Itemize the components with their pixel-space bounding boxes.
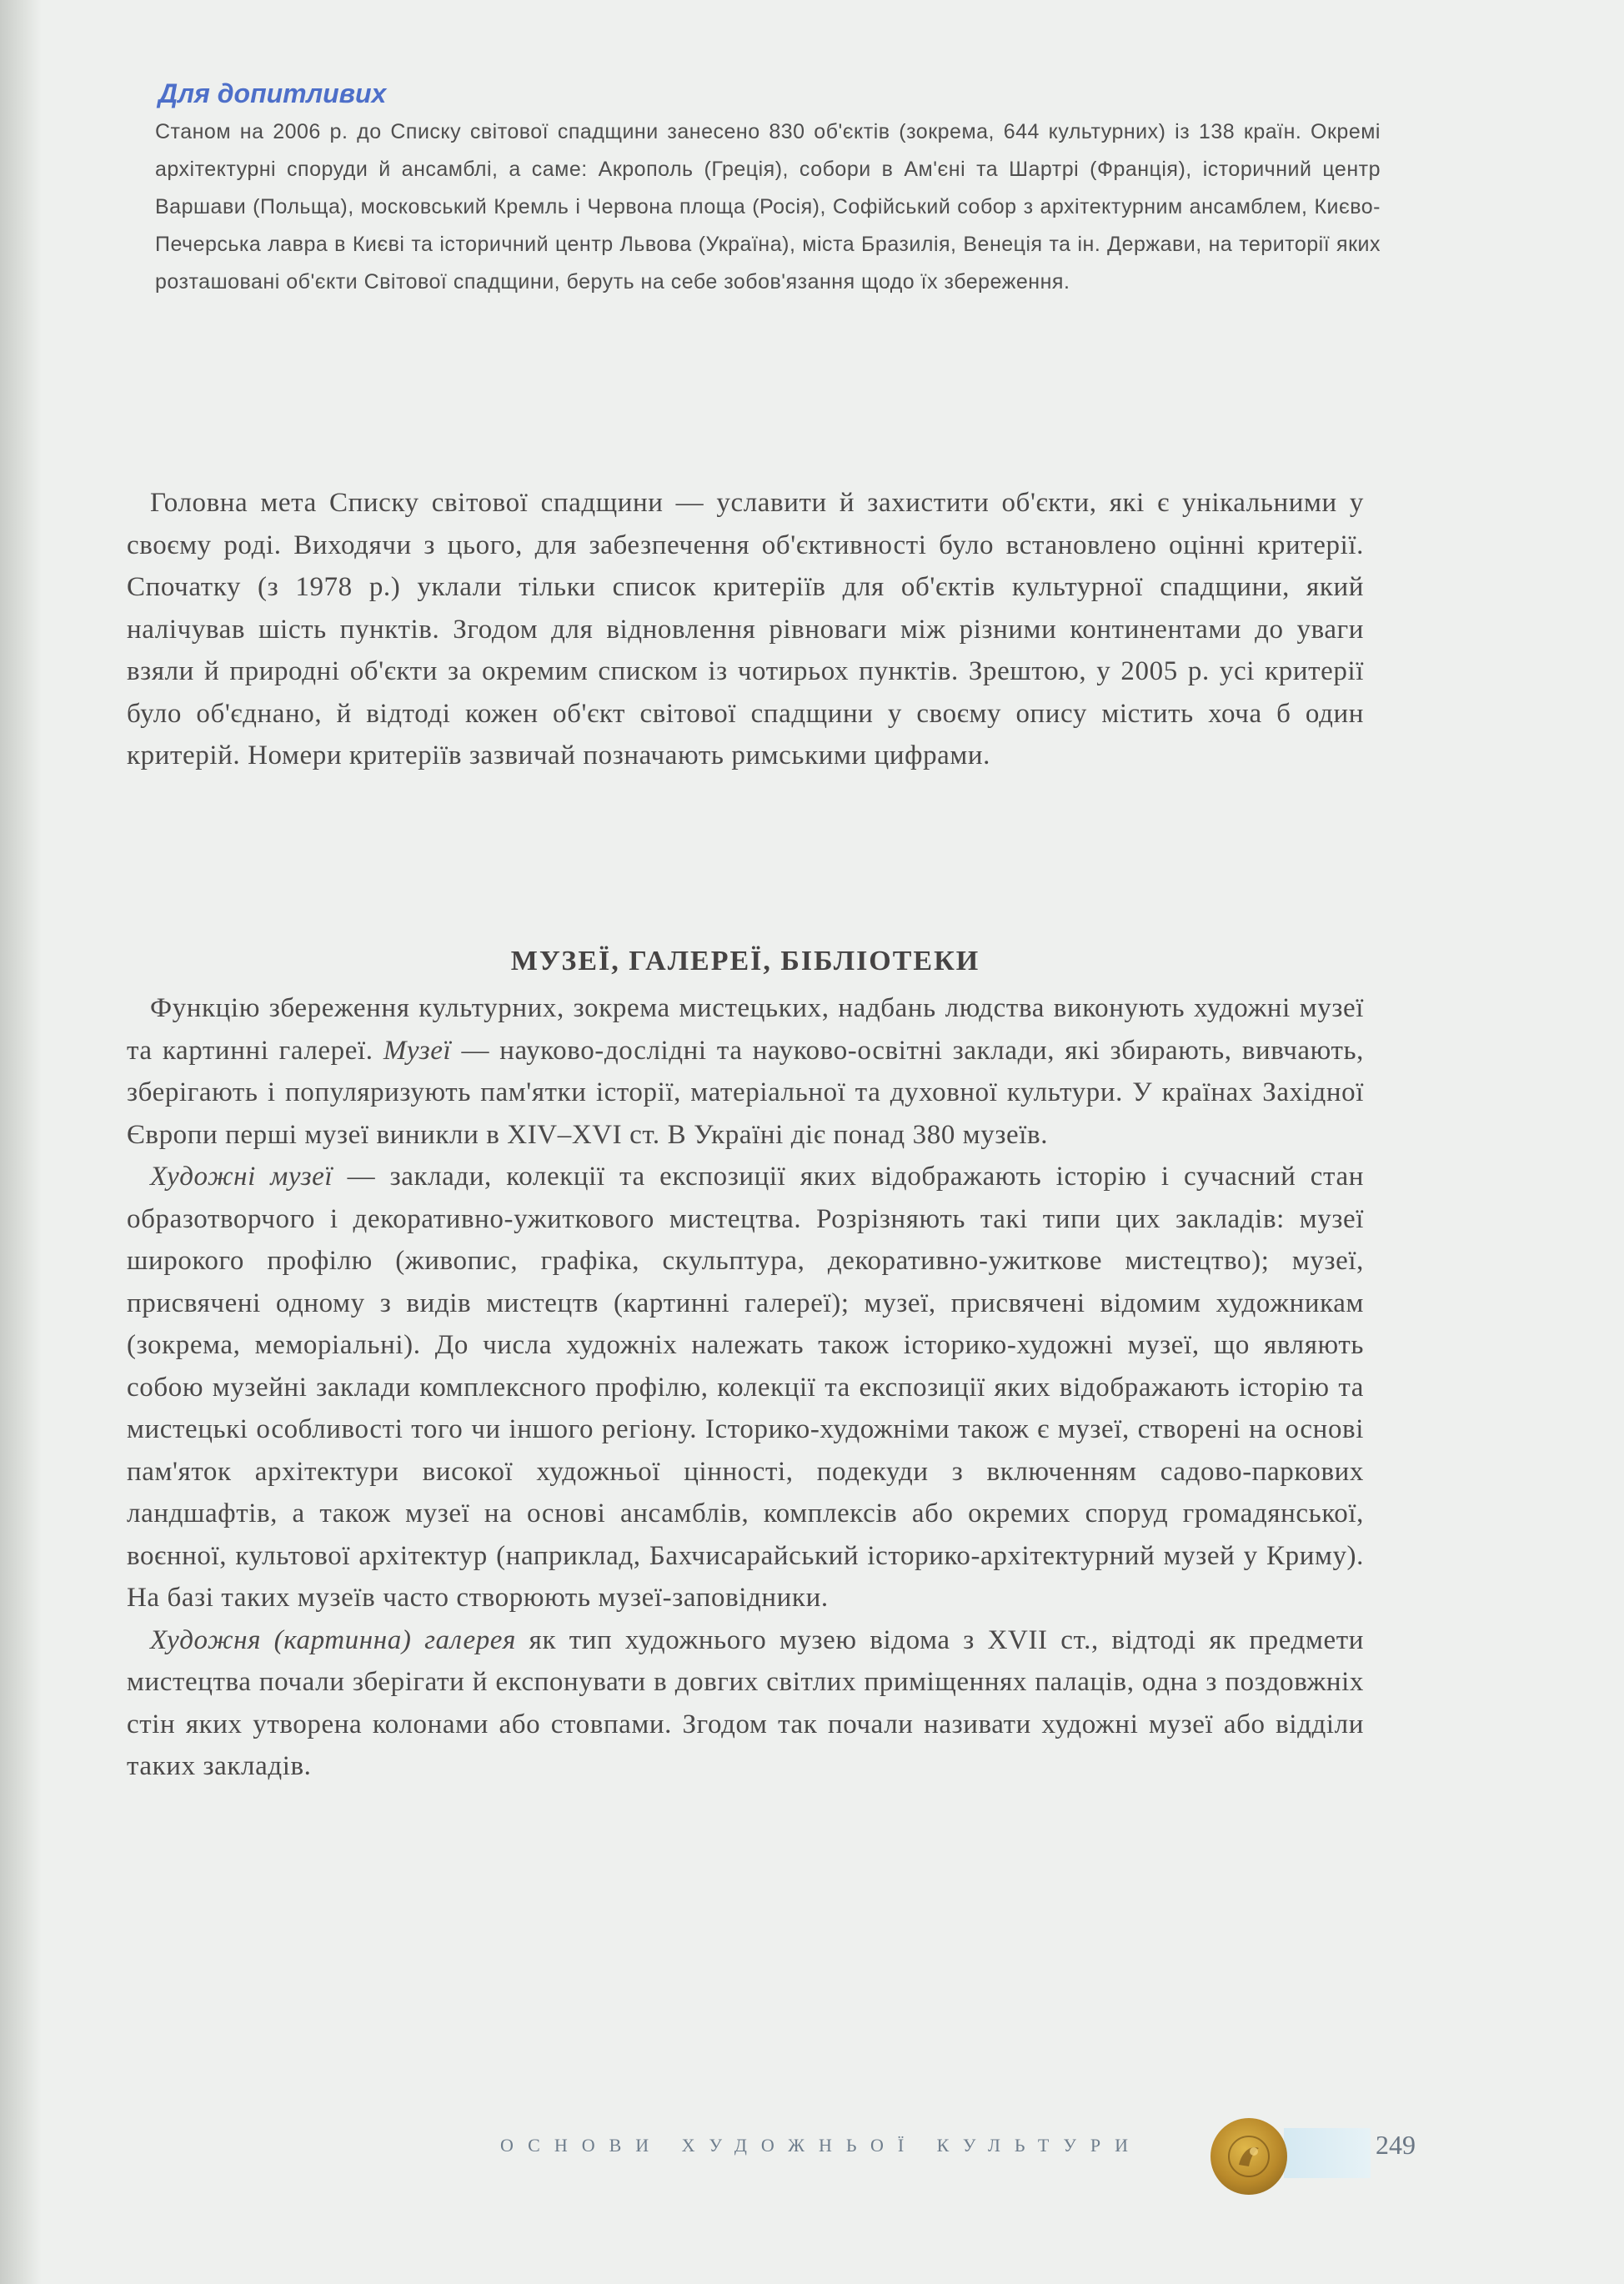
page-edge-shadow [0, 0, 42, 2284]
intro-section [127, 482, 1364, 777]
book-emblem-icon [1210, 2118, 1287, 2195]
term-museums: Музеї [383, 1035, 452, 1066]
term-gallery: Художня (картинна) галерея [150, 1624, 516, 1655]
art-museums-paragraph [127, 1156, 1364, 1619]
gallery-paragraph-rest: як тип художнього музею відома з XVII ст., відтоді як предмети мистецтва почали зберігати й експонувати в довгих світлих приміщеннях палаців, одна з поздовжніх стін яких утворена колонами або стовпами. Згодом так почали називати художні музеї або відділи таких закладів. [127, 1624, 1364, 1781]
curiosity-box [155, 77, 1381, 301]
page-footer [0, 2118, 1624, 2176]
term-art-museums: Художні музеї [150, 1162, 333, 1192]
art-museums-paragraph-rest: — заклади, колекції та експозиції яких відображають історію і сучасний стан образотворчого і декоративно-ужиткового мистецтва. Розрізняють такі типи цих закладів: музеї широкого профілю (живопис, графіка, скульптура, декоративно-ужиткове мистецтво); музеї, присвячені одному з видів мистецтв (картинні галереї); музеї, присвячені відомим художникам (зокрема, меморіальні). До числа художніх належать також історико-художні музеї, що являють собою музейні заклади комплексного профілю, колекції та експозиції яких відображають історію та мистецькі особливості того чи іншого регіону. Історико-художніми також є музеї, створені на основі пам'яток архітектури високої художньої цінності, подекуди з включенням садово-паркових ландшафтів, а також музеї на основі ансамблів, комплексів або окремих споруд громадянської, воєнної, культової архітектур (наприклад, Бахчисарайський історико-архітектурний музей у Криму). На базі таких музеїв часто створюють музеї-заповідники. [127, 1162, 1364, 1613]
museums-paragraph [127, 987, 1364, 1156]
museums-paragraph-rest: — науково-дослідні та науково-освітні заклади, які збирають, вивчають, зберігають і популяризують пам'ятки історії, матеріальної та духовної культури. У країнах Західної Європи перші музеї виникли в XIV–XVI ст. В Україні діє понад 380 музеїв. [127, 1035, 1364, 1150]
curiosity-box-title: Для допитливих [158, 78, 387, 108]
gallery-paragraph [127, 1619, 1364, 1788]
section-heading: МУЗЕЇ, ГАЛЕРЕЇ, БІБЛІОТЕКИ [510, 946, 980, 976]
museums-section [127, 941, 1364, 1788]
museums-paragraph-start: Функцію збереження культурних, зокрема мистецьких, надбань людства виконують художні музеї та картинні галереї. [127, 993, 1364, 1066]
running-title: ОСНОВИ ХУДОЖНЬОЇ КУЛЬТУРИ [500, 2135, 1143, 2156]
page-number: 249 [1376, 2130, 1416, 2160]
intro-paragraph: Головна мета Списку світової спадщини — уславити й захистити об'єкти, які є унікальними у своєму роді. Виходячи з цього, для забезпечення об'єктивності було встановлено оцінні критерії. Спочатку (з 1978 р.) уклали тільки список критеріїв для об'єктів культурної спадщини, який налічував шість пунктів. Згодом для відновлення рівноваги між різними континентами до уваги взяли й природні об'єкти за окремим списком із чотирьох пунктів. Зрештою, у 2005 р. усі критерії було об'єднано, й відтоді кожен об'єкт світової спадщини у своєму опису містить хоча б один критерій. Номери критеріїв зазвичай позначають римськими цифрами. [127, 488, 1364, 771]
curiosity-box-text: Станом на 2006 р. до Списку світової спадщини занесено 830 об'єктів (зокрема, 644 культурних) із 138 країн. Окремі архітектурні споруди й ансамблі, а саме: Акрополь (Греція), собори в Ам'єні та Шартрі (Франція), історичний центр Варшави (Польща), московський Кремль і Червона площа (Росія), Софійський собор з архітектурним ансамблем, Києво-Печерська лавра в Києві та історичний центр Львова (Україна), міста Бразилія, Венеція та ін. Держави, на території яких розташовані об'єкти Світової спадщини, беруть на себе зобов'язання щодо їх збереження. [155, 120, 1381, 294]
footer-color-bar [1284, 2128, 1371, 2178]
